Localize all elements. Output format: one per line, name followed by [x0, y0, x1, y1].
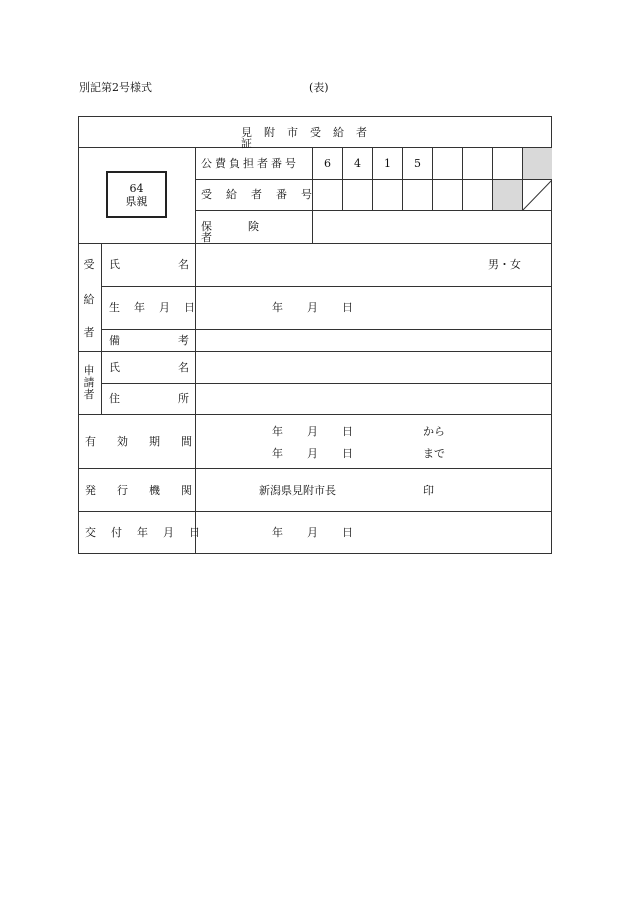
- line-under-birthdate: [101, 329, 552, 330]
- birthdate-label: 生年月日: [109, 301, 209, 314]
- recipient-group-char-1: 受: [83, 258, 95, 271]
- issue-date-label: 交付年月日: [85, 526, 215, 539]
- insurer-label: 保険者: [201, 220, 295, 244]
- public-payer-digit-2: 4: [354, 157, 361, 170]
- line-under-address: [78, 414, 552, 415]
- gray-cell-recipient-number: [492, 180, 522, 211]
- recipient-name-label: 氏名: [109, 258, 247, 271]
- number-grid-divider-6: [492, 148, 493, 210]
- gray-cell-public-payer: [522, 148, 552, 180]
- applicant-group-char-1: 申: [83, 364, 95, 377]
- stamp-code: 64: [129, 182, 144, 195]
- recipient-group-char-2: 給: [83, 293, 95, 306]
- validity-until-day-unit: 日: [342, 447, 353, 460]
- validity-from-month-unit: 月: [307, 425, 318, 438]
- applicant-group-char-2: 請: [83, 376, 95, 389]
- line-under-recipient-number: [196, 210, 552, 211]
- issue-date-month-unit: 月: [307, 526, 318, 539]
- number-grid-divider-5: [462, 148, 463, 210]
- recipient-group-char-3: 者: [83, 326, 95, 339]
- category-stamp: [106, 171, 167, 218]
- remarks-label: 備考: [109, 334, 247, 347]
- validity-period-label: 有効期間: [85, 435, 213, 448]
- recipient-number-label: 受給者番号: [201, 188, 326, 201]
- group-label-divider-recipient: [101, 244, 102, 351]
- number-grid-divider-7: [522, 148, 523, 210]
- issue-date-day-unit: 日: [342, 526, 353, 539]
- stamp-category: 県親: [125, 195, 148, 209]
- public-payer-digit-3: 1: [384, 157, 391, 170]
- line-under-public-payer: [196, 179, 552, 180]
- line-under-insurer: [78, 243, 552, 244]
- applicant-name-label: 氏名: [109, 361, 247, 374]
- validity-from-year-unit: 年: [272, 425, 283, 438]
- validity-from-day-unit: 日: [342, 425, 353, 438]
- applicant-address-label: 住所: [109, 392, 247, 405]
- line-under-remarks: [78, 351, 552, 352]
- applicant-group-char-3: 者: [83, 388, 95, 401]
- line-under-validity: [78, 468, 552, 469]
- front-side-label: (表): [309, 81, 329, 94]
- line-under-applicant-name: [101, 383, 552, 384]
- validity-from-suffix: から: [423, 425, 445, 438]
- form-number-label: 別記第2号様式: [79, 81, 152, 94]
- birthdate-year-unit: 年: [272, 301, 283, 314]
- public-payer-digit-4: 5: [414, 157, 421, 170]
- diagonal-slash-cell: [522, 180, 552, 211]
- public-payer-number-label: 公費負担者番号: [201, 157, 299, 170]
- validity-until-suffix: まで: [423, 447, 445, 460]
- form-title: 見附市受給者証: [241, 126, 379, 150]
- seal-mark: 印: [423, 484, 434, 497]
- validity-until-month-unit: 月: [307, 447, 318, 460]
- birthdate-day-unit: 日: [342, 301, 353, 314]
- number-grid-divider-4: [432, 148, 433, 210]
- birthdate-month-unit: 月: [307, 301, 318, 314]
- sex-choice: 男・女: [488, 258, 521, 271]
- validity-until-year-unit: 年: [272, 447, 283, 460]
- issuing-agency-label: 発行機関: [85, 484, 213, 497]
- line-under-issuer: [78, 511, 552, 512]
- group-label-divider-applicant: [101, 352, 102, 414]
- public-payer-digit-1: 6: [324, 157, 331, 170]
- line-under-name: [101, 286, 552, 287]
- issue-date-year-unit: 年: [272, 526, 283, 539]
- issuing-agency-value: 新潟県見附市長: [259, 484, 336, 497]
